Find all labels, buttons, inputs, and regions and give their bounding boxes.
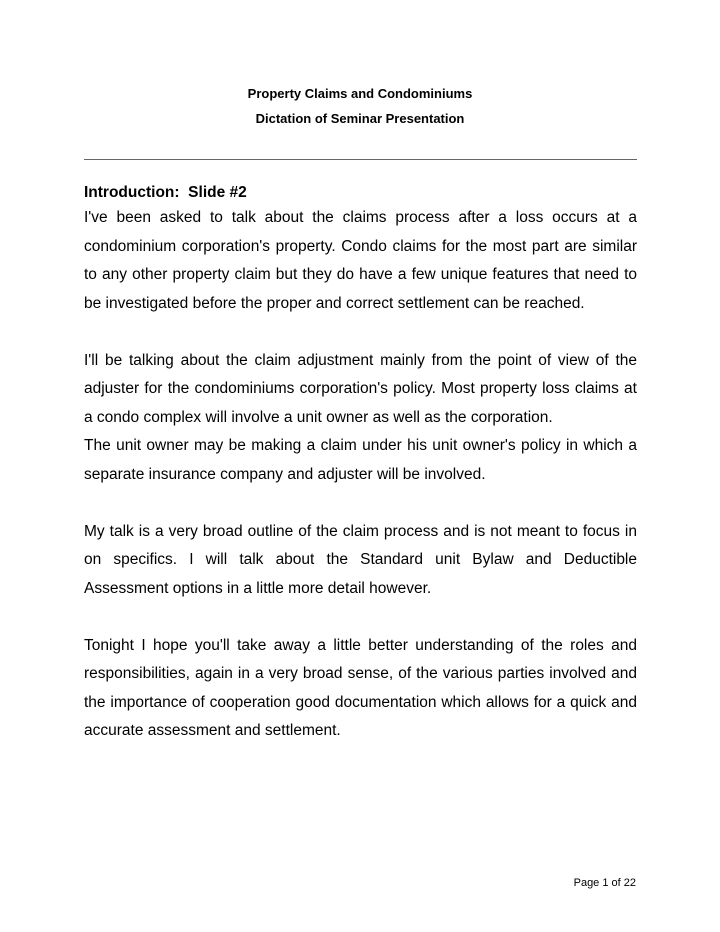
document-subtitle: Dictation of Seminar Presentation	[255, 111, 465, 126]
paragraph-adjuster-view: I'll be talking about the claim adjustment mainly from the point of view of the adjuster for the condominiums corporation's policy. Most property loss claims at a condo complex will involve a unit owner as well as the corporation.	[84, 351, 637, 426]
page-number: Page 1 of 22	[573, 877, 636, 889]
section-heading: Introduction: Slide #2	[84, 184, 247, 201]
paragraph-unit-owner: The unit owner may be making a claim under his unit owner's policy in which a separate insurance company and adjuster will be involved.	[84, 437, 637, 483]
header-divider	[84, 159, 637, 160]
document-body	[84, 182, 637, 746]
paragraph-outline: My talk is a very broad outline of the claim process and is not meant to focus in on specifics. I will talk about the Standard unit Bylaw and Deductible Assessment options in a little more detail however.	[84, 522, 637, 597]
paragraph-takeaway: Tonight I hope you'll take away a little better understanding of the roles and responsibilities, again in a very broad sense, of the various parties involved and the importance of cooperation good documentation which allows for a quick and accurate assessment and settlement.	[84, 636, 637, 739]
document-title: Property Claims and Condominiums	[247, 86, 473, 101]
paragraph-intro: I've been asked to talk about the claims process after a loss occurs at a condominium corporation's property. Condo claims for the most part are similar to any other property claim but they do have a few unique features that need to be investigated before the proper and correct settlement can be reached.	[84, 209, 637, 312]
